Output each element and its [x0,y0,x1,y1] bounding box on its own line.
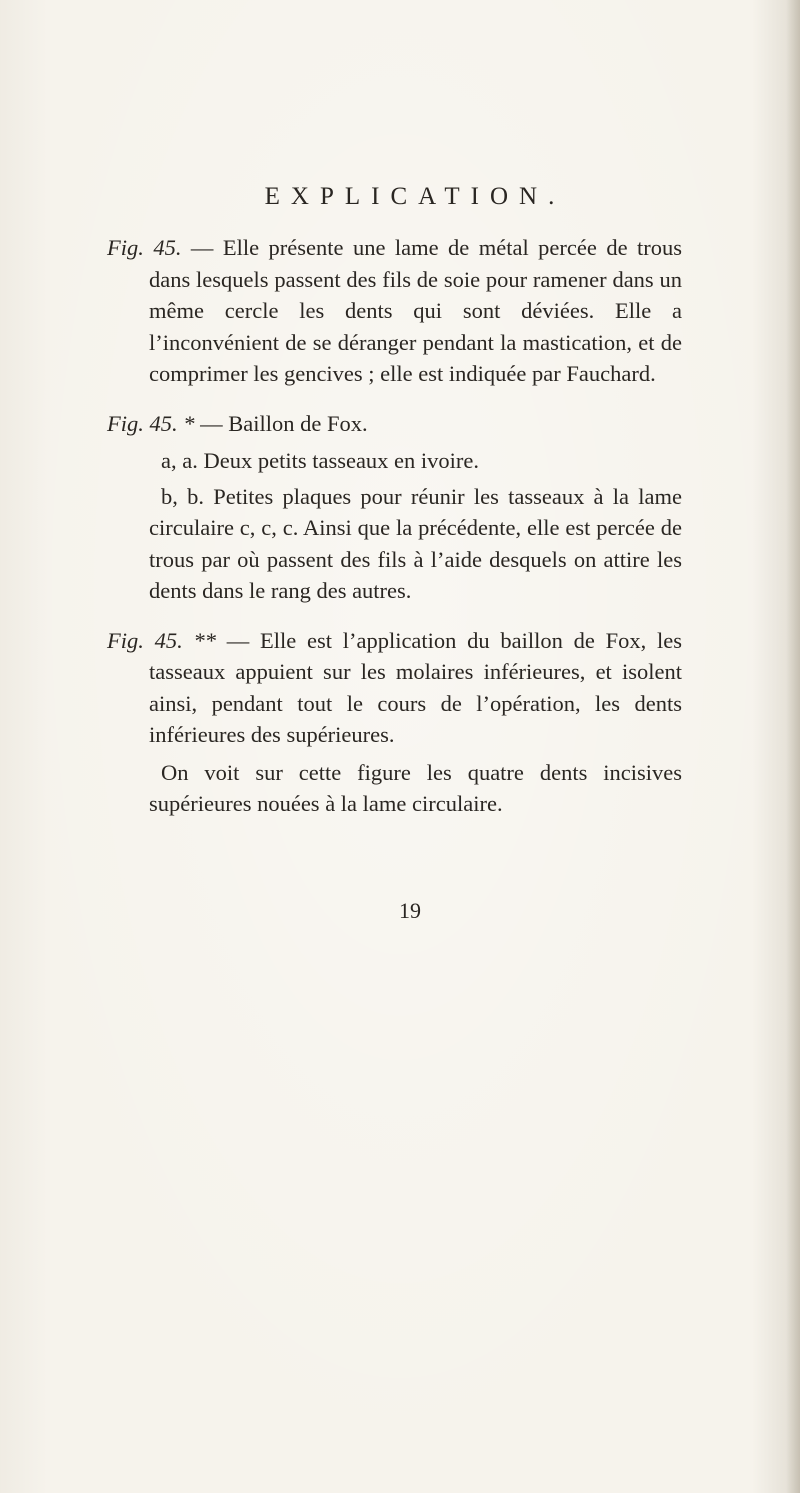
entry-text: — Baillon de Fox. [200,410,368,436]
page-title: EXPLICATION. [264,183,566,210]
page-edge-shadow [786,0,800,1493]
page-header [0,183,800,211]
entry-text: a, a. Deux petits tasseaux en ivoire. [161,448,480,473]
page-number-text: 19 [399,898,421,923]
entry-text: b, b. Petites plaques pour réunir les tasseaux à la lame circulaire c, c, c. Ainsi que la précédente, elle est percée de trous par où passent des fils à l’aide desquels on attire les dents dans le rang des autres. [149,483,682,603]
entry-item-a [149,445,682,477]
text-body [107,232,682,838]
entry-note [149,757,682,820]
page-number [0,898,800,924]
entry-item-b [149,481,682,607]
entry-fig-45-double-star [107,625,683,751]
fig-label: Fig. 45. ** [107,627,216,653]
entry-text: On voit sur cette figure les quatre dents incisives supérieures nouées à la lame circulaire. [149,759,682,816]
fig-label: Fig. 45. [107,235,182,260]
entry-fig-45-star [107,408,682,440]
fig-label: Fig. 45. * [107,410,195,436]
entry-fig-45 [107,232,683,390]
entry-text: — Elle présente une lame de métal percée de trous dans lesquels passent des fils de soie pour ramener dans un même cercle les dents qui sont déviées. Elle a l’inconvénient de se déranger pendant la mastication, et de comprimer les gencives ; elle est indiquée par Fauchard. [149,235,683,386]
entry-text: — Elle est l’application du baillon de Fox, les tasseaux appuient sur les molaires inférieures, et isolent ainsi, pendant tout le cours de l’opération, les dents inférieures des supérieures. [149,627,683,747]
